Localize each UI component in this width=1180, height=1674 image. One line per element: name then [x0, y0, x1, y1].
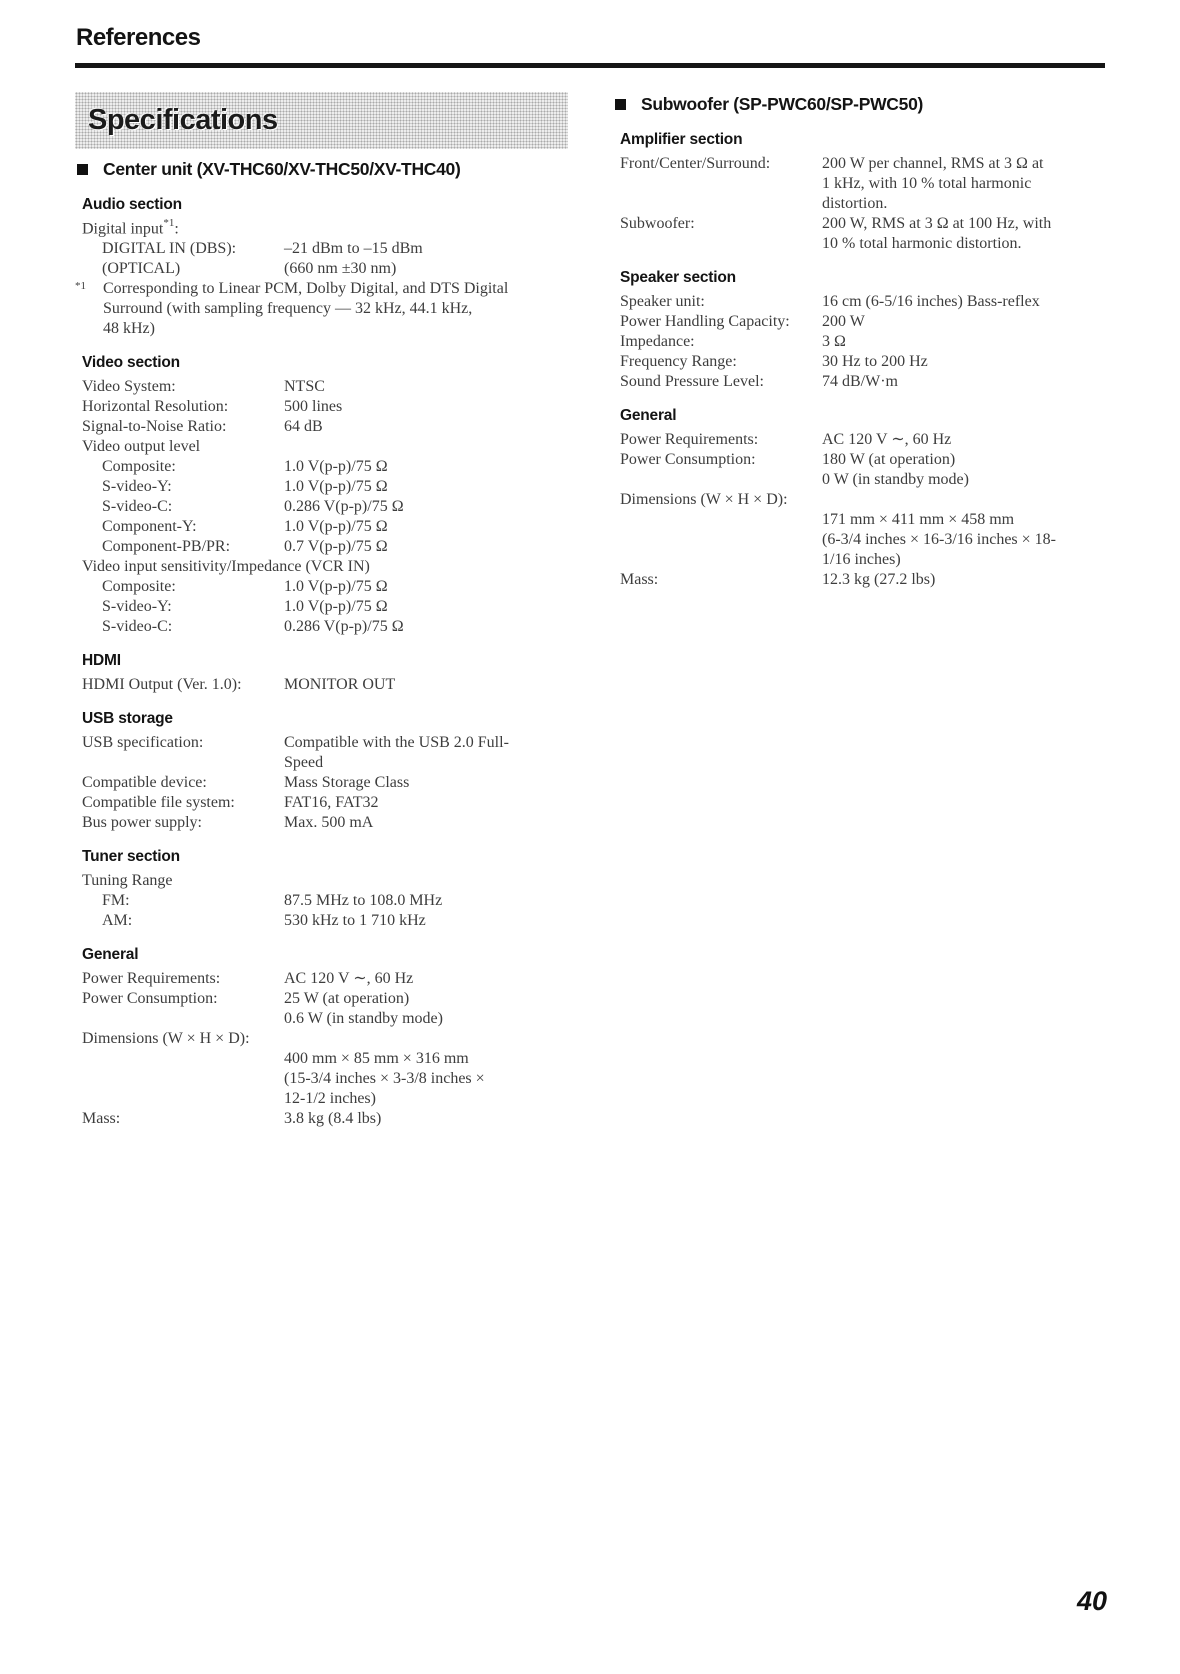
column-heading: [77, 157, 557, 181]
spec-label-suffix: :: [174, 220, 179, 238]
spec-value: [284, 517, 557, 537]
spec-row: [82, 1109, 557, 1129]
spec-label: Front/Center/Surround:: [620, 155, 771, 172]
spec-row: [82, 437, 557, 457]
column-heading: [615, 92, 1095, 116]
spec-label: Mass:: [82, 1110, 121, 1128]
spec-label: [82, 1049, 284, 1109]
spec-row: [82, 891, 557, 911]
spec-value-line: 200 W per channel, RMS at 3 Ω at: [822, 155, 1044, 172]
spec-value: [822, 450, 1095, 490]
section-title: Amplifier section: [620, 131, 743, 148]
spec-value-line: Speed: [284, 754, 324, 772]
spec-row: [82, 517, 557, 537]
spec-label: Compatible device:: [82, 774, 207, 792]
section-title: Audio section: [82, 196, 182, 213]
spec-label: [82, 219, 284, 239]
spec-label: Bus power supply:: [82, 814, 202, 832]
spec-value-line: 0.7 V(p-p)/75 Ω: [284, 538, 388, 556]
spec-row: [82, 773, 557, 793]
spec-value-line: 530 kHz to 1 710 kHz: [284, 912, 426, 930]
spec-value-line: distortion.: [822, 195, 888, 212]
spec-label: FM:: [102, 892, 130, 910]
spec-value-line: 16 cm (6-5/16 inches) Bass-reflex: [822, 293, 1040, 310]
spec-label: [620, 510, 822, 570]
spec-row: [620, 292, 1095, 312]
spec-row: [82, 477, 557, 497]
spec-value: [822, 570, 1095, 590]
spec-value: [284, 477, 557, 497]
spec-value: [284, 377, 557, 397]
spec-value-line: 0.6 W (in standby mode): [284, 1010, 443, 1028]
spec-value-line: FAT16, FAT32: [284, 794, 379, 812]
spec-value-line: 0.286 V(p-p)/75 Ω: [284, 498, 404, 516]
spec-label: Impedance:: [620, 333, 695, 350]
spec-label: Speaker unit:: [620, 293, 705, 310]
footnote-text: [103, 279, 508, 339]
spec-value-line: 1.0 V(p-p)/75 Ω: [284, 598, 388, 616]
header-rule: [75, 63, 1105, 68]
spec-label: Sound Pressure Level:: [620, 373, 764, 390]
spec-value-line: 180 W (at operation): [822, 451, 956, 468]
spec-value: [284, 417, 557, 437]
spec-label: (OPTICAL): [102, 260, 181, 278]
section-title: Speaker section: [620, 269, 736, 286]
spec-label: S-video-Y:: [102, 478, 172, 496]
spec-value-line: 1.0 V(p-p)/75 Ω: [284, 458, 388, 476]
spec-value-line: 0 W (in standby mode): [822, 471, 969, 488]
spec-row: [620, 510, 1095, 570]
spec-value-line: MONITOR OUT: [284, 676, 396, 694]
spec-value-line: 1 kHz, with 10 % total harmonic: [822, 175, 1032, 192]
spec-row: [82, 577, 557, 597]
spec-value: [822, 510, 1095, 570]
spec-row: [82, 1049, 557, 1109]
spec-value-line: Mass Storage Class: [284, 774, 410, 792]
spec-row: [82, 1029, 557, 1049]
spec-row: [620, 352, 1095, 372]
spec-value: [284, 497, 557, 517]
spec-row: [82, 813, 557, 833]
spec-value: [284, 577, 557, 597]
spec-value-line: 400 mm × 85 mm × 316 mm: [284, 1050, 469, 1068]
spec-row: [82, 397, 557, 417]
footnote-line: Surround (with sampling frequency — 32 kHz, 44.1 kHz,: [103, 300, 473, 318]
spec-value-line: 64 dB: [284, 418, 323, 436]
spec-value-line: 12.3 kg (27.2 lbs): [822, 571, 936, 588]
spec-row: [620, 430, 1095, 450]
spec-value: [284, 259, 557, 279]
spec-value-line: (6-3/4 inches × 16-3/16 inches × 18-: [822, 531, 1056, 548]
spec-value: [284, 1109, 557, 1129]
spec-label: Tuning Range: [82, 872, 173, 890]
spec-label: Composite:: [102, 458, 176, 476]
spec-value: [822, 332, 1095, 352]
spec-value-line: 25 W (at operation): [284, 990, 410, 1008]
spec-value-line: 87.5 MHz to 108.0 MHz: [284, 892, 443, 910]
spec-row: [82, 871, 557, 891]
spec-value-line: 10 % total harmonic distortion.: [822, 235, 1022, 252]
banner-title: Specifications: [88, 104, 278, 136]
spec-row: [82, 733, 557, 773]
spec-row: [82, 911, 557, 931]
spec-label-superscript: *1: [163, 217, 175, 229]
spec-value-line: 200 W, RMS at 3 Ω at 100 Hz, with: [822, 215, 1052, 232]
spec-value-line: –21 dBm to –15 dBm: [284, 240, 423, 258]
spec-label: Compatible file system:: [82, 794, 235, 812]
spec-label: S-video-C:: [102, 618, 173, 636]
spec-value: [284, 813, 557, 833]
column-heading-text: Subwoofer (SP-PWC60/SP-PWC50): [641, 94, 924, 114]
spec-row: [82, 989, 557, 1029]
spec-row: [82, 675, 557, 695]
section-title: General: [620, 407, 677, 424]
spec-row: [82, 417, 557, 437]
spec-value-line: (660 nm ±30 nm): [284, 260, 397, 278]
spec-row: [82, 497, 557, 517]
spec-value: [284, 969, 557, 989]
spec-value: [822, 214, 1095, 254]
spec-value: [822, 352, 1095, 372]
spec-value: [284, 891, 557, 911]
footnote-line: Corresponding to Linear PCM, Dolby Digital, and DTS Digital: [103, 280, 509, 298]
spec-label: Power Handling Capacity:: [620, 313, 790, 330]
spec-row: [620, 490, 1095, 510]
spec-label: Dimensions (W × H × D):: [620, 491, 788, 508]
spec-value: [822, 154, 1095, 214]
spec-value: [284, 597, 557, 617]
spec-value-line: Compatible with the USB 2.0 Full-: [284, 734, 509, 752]
section-title: HDMI: [82, 652, 121, 670]
spec-value: [822, 292, 1095, 312]
spec-label: Power Consumption:: [82, 990, 218, 1008]
spec-label-text: Digital input: [82, 220, 164, 238]
spec-value: [284, 793, 557, 813]
specifications-banner: [75, 92, 568, 149]
square-bullet-icon: [615, 99, 626, 110]
spec-value-line: 3 Ω: [822, 333, 846, 350]
center-unit-column: [75, 157, 557, 1129]
spec-row: [82, 617, 557, 637]
spec-label: DIGITAL IN (DBS):: [102, 240, 237, 258]
spec-row: [82, 457, 557, 477]
spec-value-line: 1.0 V(p-p)/75 Ω: [284, 518, 388, 536]
spec-value-line: 3.8 kg (8.4 lbs): [284, 1110, 382, 1128]
spec-value-line: 74 dB/W·m: [822, 373, 898, 390]
section-title: Tuner section: [82, 848, 180, 866]
spec-value-line: 12-1/2 inches): [284, 1090, 376, 1108]
footnote-marker: *1: [75, 280, 86, 293]
spec-row: [82, 239, 557, 259]
spec-label: USB specification:: [82, 734, 204, 752]
spec-row: [620, 570, 1095, 590]
page-title: References: [76, 24, 201, 51]
square-bullet-icon: [77, 164, 88, 175]
section-title: USB storage: [82, 710, 173, 728]
spec-value-line: 200 W: [822, 313, 865, 330]
footnote: [75, 279, 557, 339]
spec-value: [822, 372, 1095, 392]
section-title: Video section: [82, 354, 180, 372]
spec-value-line: Max. 500 mA: [284, 814, 374, 832]
spec-value-line: 171 mm × 411 mm × 458 mm: [822, 511, 1015, 528]
spec-row: [82, 969, 557, 989]
spec-value: [284, 989, 557, 1029]
spec-value-line: 0.286 V(p-p)/75 Ω: [284, 618, 404, 636]
spec-value-line: 1.0 V(p-p)/75 Ω: [284, 578, 388, 596]
spec-label: S-video-Y:: [102, 598, 172, 616]
spec-label: S-video-C:: [102, 498, 173, 516]
section-title: General: [82, 946, 139, 964]
spec-label: HDMI Output (Ver. 1.0):: [82, 676, 242, 694]
column-heading-text: Center unit (XV-THC60/XV-THC50/XV-THC40): [103, 159, 461, 179]
spec-label: Mass:: [620, 571, 659, 588]
spec-value: [284, 733, 557, 773]
spec-label: Video input sensitivity/Impedance (VCR IN): [82, 558, 370, 576]
spec-row: [620, 332, 1095, 352]
spec-label: Horizontal Resolution:: [82, 398, 229, 416]
spec-value-line: (15-3/4 inches × 3-3/8 inches ×: [284, 1070, 485, 1088]
spec-label: Power Requirements:: [82, 970, 221, 988]
spec-label: AM:: [102, 912, 133, 930]
spec-label: Power Consumption:: [620, 451, 756, 468]
spec-label: Video System:: [82, 378, 176, 396]
spec-row: [82, 259, 557, 279]
spec-value: [284, 457, 557, 477]
spec-label: Subwoofer:: [620, 215, 695, 232]
spec-row: [620, 372, 1095, 392]
spec-row: [620, 312, 1095, 332]
spec-row: [620, 214, 1095, 254]
spec-label: Component-Y:: [102, 518, 197, 536]
spec-value: [284, 675, 557, 695]
spec-value: [284, 911, 557, 931]
spec-value-line: 30 Hz to 200 Hz: [822, 353, 928, 370]
spec-row: [82, 377, 557, 397]
spec-value-line: AC 120 V ∼, 60 Hz: [822, 431, 952, 448]
spec-label: Composite:: [102, 578, 176, 596]
spec-value: [284, 239, 557, 259]
spec-row: [82, 557, 557, 577]
spec-row: [620, 450, 1095, 490]
spec-value: [284, 773, 557, 793]
spec-label: Component-PB/PR:: [102, 538, 231, 556]
spec-label: Signal-to-Noise Ratio:: [82, 418, 227, 436]
page-number: 40: [1076, 1586, 1107, 1616]
spec-label: Dimensions (W × H × D):: [82, 1030, 250, 1048]
spec-row: [82, 793, 557, 813]
subwoofer-column: [620, 92, 1095, 590]
spec-value-line: NTSC: [284, 378, 325, 396]
spec-row: [82, 219, 557, 239]
spec-value: [284, 617, 557, 637]
spec-row: [82, 537, 557, 557]
spec-value-line: 500 lines: [284, 398, 343, 416]
spec-label: Video output level: [82, 438, 201, 456]
spec-value-line: 1.0 V(p-p)/75 Ω: [284, 478, 388, 496]
spec-row: [82, 597, 557, 617]
spec-value-line: AC 120 V ∼, 60 Hz: [284, 970, 414, 988]
spec-value: [284, 537, 557, 557]
spec-value: [284, 1049, 557, 1109]
spec-value-line: 1/16 inches): [822, 551, 901, 568]
spec-label: Frequency Range:: [620, 353, 737, 370]
spec-value: [284, 397, 557, 417]
spec-label: Power Requirements:: [620, 431, 759, 448]
spec-row: [620, 154, 1095, 214]
spec-value: [822, 312, 1095, 332]
footnote-line: 48 kHz): [103, 320, 155, 338]
spec-value: [822, 430, 1095, 450]
